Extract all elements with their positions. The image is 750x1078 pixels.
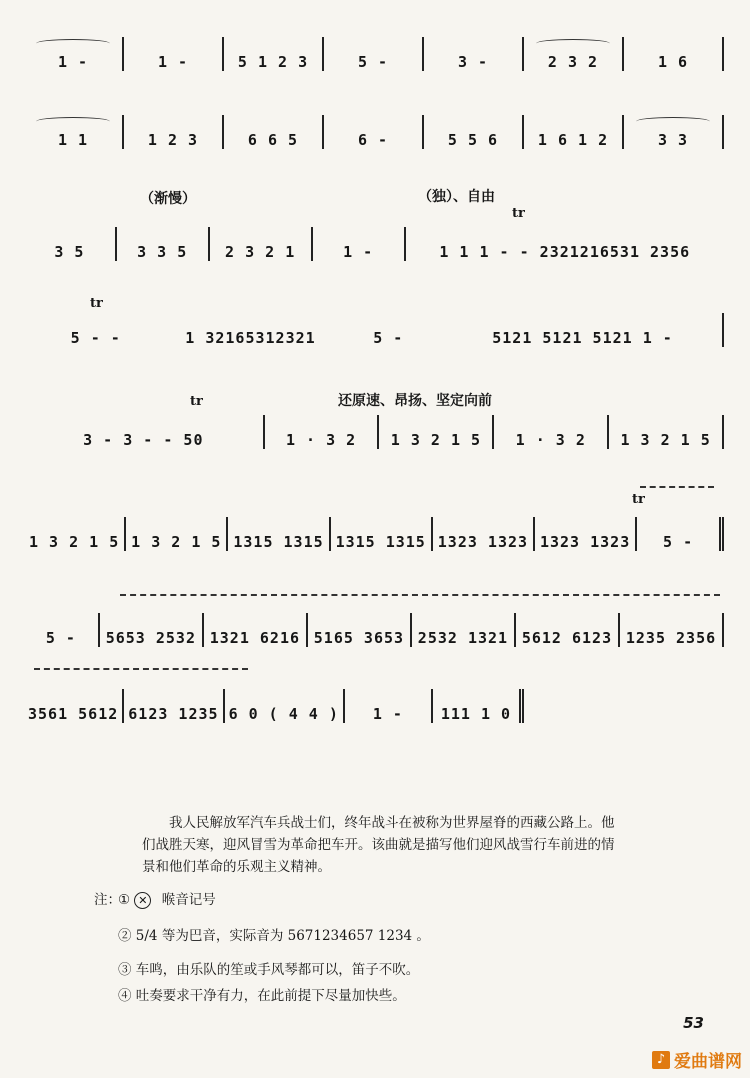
trill-mark: tr bbox=[190, 394, 203, 409]
measure bbox=[379, 415, 494, 449]
measure bbox=[424, 115, 524, 149]
page-number: 53 bbox=[683, 1014, 704, 1032]
measure bbox=[204, 613, 308, 647]
measure bbox=[624, 115, 724, 149]
tempo-annotation-slow: （渐慢） bbox=[140, 191, 196, 207]
measure bbox=[265, 415, 380, 449]
note-item-1 bbox=[118, 888, 216, 909]
measure bbox=[124, 115, 224, 149]
measure bbox=[210, 227, 313, 261]
notes: 3 3 5 bbox=[137, 243, 188, 261]
measure bbox=[443, 313, 724, 347]
notes: 3 - 3 - - 50 bbox=[83, 431, 204, 449]
trill-mark: tr bbox=[90, 296, 103, 311]
measure bbox=[167, 313, 333, 347]
measure bbox=[620, 613, 724, 647]
measure bbox=[228, 517, 330, 551]
measure bbox=[406, 227, 724, 261]
notes: 2532 1321 bbox=[417, 629, 509, 647]
note-text: 5/4 等为巴音，实际音为 5671234657 1234 。 bbox=[135, 928, 430, 944]
notes: 6123 1235 bbox=[128, 705, 219, 723]
tempo-annotation-restore: 还原速、昂扬、坚定向前 bbox=[338, 393, 492, 409]
notes: 5612 6123 bbox=[521, 629, 613, 647]
notes: 5 - bbox=[663, 533, 694, 551]
notes: 1323 1323 bbox=[437, 533, 529, 551]
score-system-5 bbox=[24, 404, 724, 449]
measure bbox=[24, 115, 124, 149]
note-item-3 bbox=[118, 958, 419, 978]
notes: 1 3 2 1 5 bbox=[620, 431, 711, 449]
score-system-8 bbox=[24, 678, 524, 723]
score-system-7 bbox=[24, 602, 724, 647]
notes: 1315 1315 bbox=[233, 533, 324, 551]
note-number: ④ bbox=[118, 988, 132, 1004]
measure bbox=[24, 415, 265, 449]
notes: 1 3 2 1 5 bbox=[390, 431, 482, 449]
measure bbox=[100, 613, 204, 647]
measure bbox=[412, 613, 516, 647]
watermark bbox=[652, 1047, 742, 1072]
measure bbox=[624, 37, 724, 71]
measure bbox=[345, 689, 433, 723]
measure bbox=[433, 517, 535, 551]
measure bbox=[117, 227, 210, 261]
notes: 3561 5612 bbox=[28, 705, 119, 723]
measure bbox=[516, 613, 620, 647]
measure bbox=[324, 115, 424, 149]
note-text: 吐奏要求干净有力，在此前提下尽量加快些。 bbox=[135, 988, 406, 1004]
trill-mark: tr bbox=[632, 492, 645, 507]
measure bbox=[333, 313, 443, 347]
notes: 5165 3653 bbox=[313, 629, 405, 647]
notes: 5 1 2 3 bbox=[237, 53, 309, 71]
music-note-icon: ♪ bbox=[652, 1051, 670, 1069]
note-item-2 bbox=[118, 924, 430, 944]
measure bbox=[124, 689, 224, 723]
measure bbox=[24, 37, 124, 71]
note-number: ② bbox=[118, 928, 132, 944]
measure bbox=[126, 517, 228, 551]
notes: 3 5 bbox=[54, 243, 85, 261]
notes: 5 5 6 bbox=[447, 131, 499, 149]
measure bbox=[324, 37, 424, 71]
notes: 5121 5121 5121 1 - bbox=[492, 329, 673, 347]
measure bbox=[424, 37, 524, 71]
notes: 5 - - bbox=[70, 329, 121, 347]
notes: 1 - bbox=[372, 705, 403, 723]
watermark-text: 爱曲谱网 bbox=[674, 1052, 742, 1072]
notes: 3 - bbox=[457, 53, 489, 71]
score-system-4 bbox=[24, 302, 724, 347]
notes: 1 - bbox=[157, 53, 189, 71]
notes: 1 6 1 2 bbox=[537, 131, 609, 149]
notes: 6 0 ( 4 4 ) bbox=[228, 705, 339, 723]
notes: 1315 1315 bbox=[335, 533, 426, 551]
tempo-annotation-solo: （独）、自由 bbox=[418, 189, 495, 205]
glottal-mark-icon: ✕ bbox=[134, 892, 151, 909]
notes: 5 - bbox=[357, 53, 389, 71]
measure bbox=[124, 37, 224, 71]
notes: 1235 2356 bbox=[625, 629, 717, 647]
notes: 5 - bbox=[45, 629, 76, 647]
notes: 6 - bbox=[357, 131, 389, 149]
trill-mark: tr bbox=[512, 206, 525, 221]
note-text: 喉音记号 bbox=[161, 892, 216, 908]
notes: 1323 1323 bbox=[539, 533, 631, 551]
notes: 1 3 2 1 5 bbox=[131, 533, 222, 551]
notes: 2 3 2 1 bbox=[225, 243, 296, 261]
note-number: ③ bbox=[118, 962, 132, 978]
measure bbox=[331, 517, 433, 551]
measure bbox=[225, 689, 345, 723]
score-system-1 bbox=[24, 26, 724, 71]
notes: 1 · 3 2 bbox=[515, 431, 586, 449]
notes: 111 1 0 bbox=[440, 705, 512, 723]
notes: 1 32165312321 bbox=[185, 329, 316, 347]
measure bbox=[609, 415, 724, 449]
score-system-2 bbox=[24, 104, 724, 149]
measure bbox=[24, 227, 117, 261]
measure bbox=[308, 613, 412, 647]
notes: 2 3 2 bbox=[547, 53, 599, 71]
measure bbox=[524, 115, 624, 149]
measure bbox=[24, 689, 124, 723]
notes: 1321 6216 bbox=[209, 629, 301, 647]
measure bbox=[524, 37, 624, 71]
measure bbox=[494, 415, 609, 449]
notes: 1 2 3 bbox=[147, 131, 199, 149]
score-system-3 bbox=[24, 216, 724, 261]
notes-label: 注： bbox=[94, 892, 121, 908]
notes: 3 3 bbox=[657, 131, 689, 149]
note-text: 车鸣，由乐队的笙或手风琴都可以，笛子不吹。 bbox=[135, 962, 420, 978]
measure bbox=[224, 115, 324, 149]
measure bbox=[24, 313, 167, 347]
measure bbox=[24, 613, 100, 647]
score-system-6 bbox=[24, 506, 724, 551]
notes: 1 1 1 - - 2321216531 2356 bbox=[439, 243, 691, 261]
measure bbox=[24, 517, 126, 551]
measure bbox=[224, 37, 324, 71]
notes: 5653 2532 bbox=[105, 629, 196, 647]
notes: 1 - bbox=[57, 53, 89, 71]
measure bbox=[535, 517, 637, 551]
notes: 1 1 bbox=[57, 131, 89, 149]
note-number: ① bbox=[118, 892, 131, 908]
notes: 1 6 bbox=[657, 53, 689, 71]
notes: 6 6 5 bbox=[247, 131, 299, 149]
notes: 1 - bbox=[343, 243, 374, 261]
measure bbox=[313, 227, 406, 261]
notes: 1 · 3 2 bbox=[285, 431, 357, 449]
measure bbox=[433, 689, 524, 723]
notes: 5 - bbox=[373, 329, 404, 347]
notes: 1 3 2 1 5 bbox=[28, 533, 120, 551]
note-item-4 bbox=[118, 984, 406, 1004]
description-paragraph: 我人民解放军汽车兵战士们，终年战斗在被称为世界屋脊的西藏公路上。他们战胜天寒，迎风冒雪为革命把车开。该曲就是描写他们迎风战雪行车前进的情景和他们革命的乐观主义精神。 bbox=[142, 815, 615, 875]
measure bbox=[637, 517, 724, 551]
